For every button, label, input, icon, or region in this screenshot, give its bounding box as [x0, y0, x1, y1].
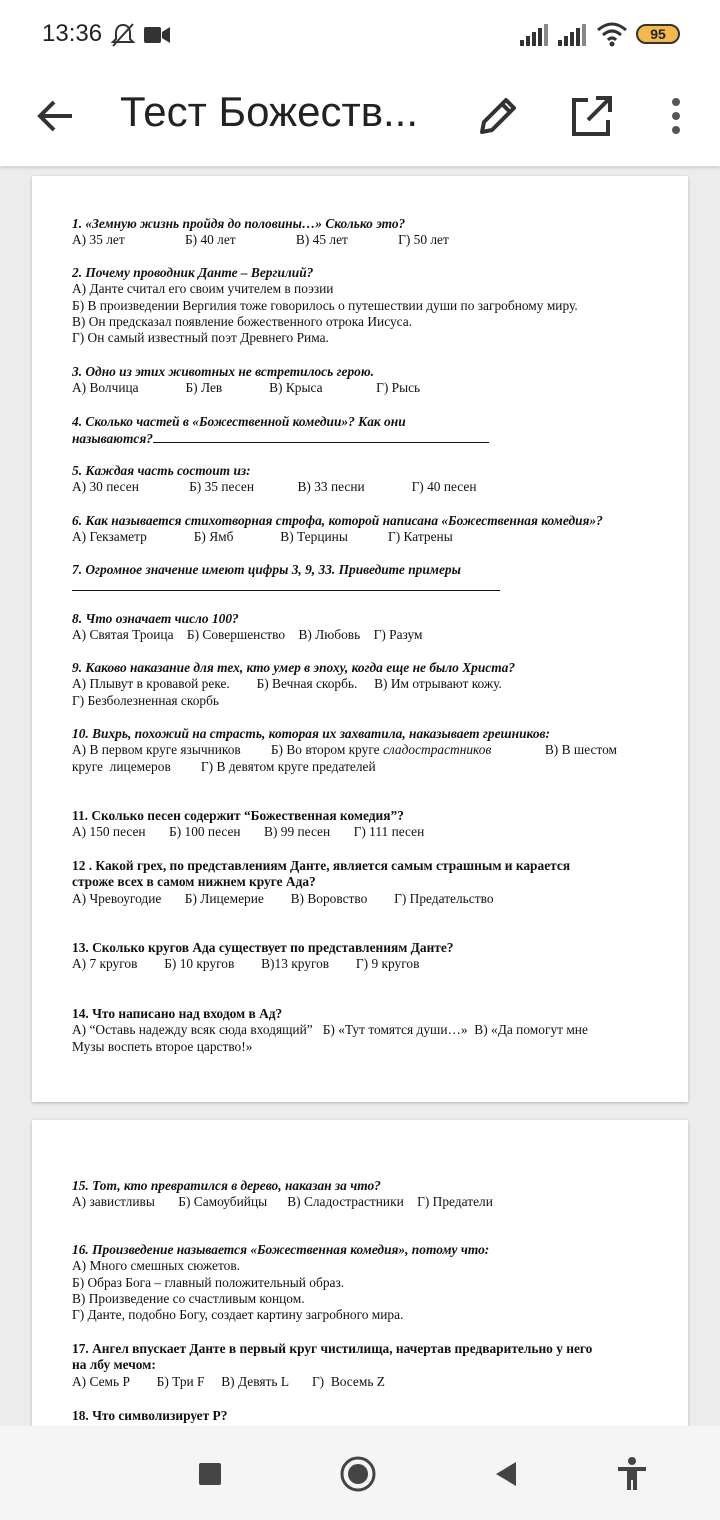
question-title: 14. Что написано над входом в Ад? — [72, 1006, 283, 1021]
question-11 — [72, 808, 652, 841]
question-4 — [72, 414, 652, 448]
question-title: 12 . Какой грех, по представлениям Данте, является самым страшным и карается — [72, 858, 571, 873]
question-1 — [72, 216, 652, 249]
question-18 — [72, 1408, 652, 1424]
answer-options: А) Семь Р Б) Три F В) Девять L Г) Восемь Z — [72, 1373, 385, 1389]
signal-strength-icon — [520, 24, 548, 46]
signal-strength-2-icon — [558, 24, 586, 46]
answer-option-italic: сладострастников — [382, 742, 492, 758]
question-title: 18. Что символизирует Р? — [72, 1408, 228, 1423]
question-title: 10. Вихрь, похожий на страсть, которая их захватила, наказывает грешников: — [72, 726, 550, 741]
answer-options: А) 35 лет Б) 40 лет В) 45 лет Г) 50 лет — [72, 232, 449, 248]
document-title: Тест Божеств... — [120, 88, 419, 135]
question-title: 15. Тот, кто превратился в дерево, наказан за что? — [72, 1178, 381, 1193]
question-title: 16. Произведение называется «Божественная комедия», потому что: — [72, 1242, 490, 1257]
question-14 — [72, 1006, 652, 1055]
status-time: 13:36 — [42, 20, 103, 47]
question-6 — [72, 513, 652, 546]
answer-options: А) завистливы Б) Самоубийцы В) Сладострастники Г) Предатели — [72, 1194, 493, 1210]
question-7 — [72, 562, 652, 596]
answer-options: А) 150 песен Б) 100 песен В) 99 песен Г) 111 песен — [72, 824, 425, 840]
answer-option: В) Произведение со счастливым концом. — [72, 1290, 305, 1306]
app-bar — [0, 68, 720, 166]
question-title-cont: называются? — [72, 431, 153, 447]
answer-option: В) Он предсказал появление божественного отрока Иисуса. — [72, 313, 413, 329]
answer-blank-line — [153, 430, 489, 443]
question-16 — [72, 1242, 652, 1323]
answer-options: А) Плывут в кровавой реке. Б) Вечная скорбь. В) Им отрывают кожу. — [72, 676, 502, 692]
question-title: 13. Сколько кругов Ада существует по представлениям Данте? — [72, 940, 454, 955]
question-2 — [72, 265, 652, 346]
open-in-new-icon[interactable] — [568, 92, 616, 140]
answer-options: А) 30 песен Б) 35 песен В) 33 песни Г) 40 песен — [72, 479, 477, 495]
answer-option: А) Данте считал его своим учителем в поэзии — [72, 281, 334, 297]
question-9 — [72, 660, 652, 709]
back-arrow-icon[interactable] — [32, 92, 80, 140]
question-title: 7. Огромное значение имеют цифры 3, 9, 33. Приведите примеры — [72, 562, 461, 577]
question-8 — [72, 611, 652, 644]
question-17 — [72, 1341, 652, 1390]
answer-option: А) В первом круге язычников Б) Во втором круге — [72, 742, 383, 758]
question-3 — [72, 364, 652, 397]
video-camera-icon — [144, 26, 170, 44]
answer-options: А) Чревоугодие Б) Лицемерие В) Воровство Г) Предательство — [72, 890, 494, 906]
question-10 — [72, 726, 652, 775]
navigation-bar — [0, 1426, 720, 1520]
status-bar — [0, 0, 720, 68]
question-5 — [72, 463, 652, 496]
answer-option: Г) Безболезненная скорбь — [72, 692, 220, 708]
back-triangle-icon[interactable] — [486, 1454, 526, 1494]
answer-options: А) 7 кругов Б) 10 кругов В)13 кругов Г) 9 кругов — [72, 956, 420, 972]
answer-options: А) Волчица Б) Лев В) Крыса Г) Рысь — [72, 380, 421, 396]
question-15 — [72, 1178, 652, 1211]
answer-option: А) Много смешных сюжетов. — [72, 1258, 240, 1274]
answer-options: А) Гекзаметр Б) Ямб В) Терцины Г) Катрены — [72, 529, 453, 545]
answer-option: Г) Он самый известный поэт Древнего Рима. — [72, 330, 329, 346]
more-options-icon[interactable] — [652, 92, 700, 140]
battery-indicator: 95 — [636, 24, 680, 44]
question-title: 5. Каждая часть состоит из: — [72, 463, 251, 478]
answer-options: А) Святая Троица Б) Совершенство В) Любовь Г) Разум — [72, 627, 423, 643]
question-title-cont: строже всех в самом нижнем круге Ада? — [72, 874, 316, 890]
wifi-icon — [596, 22, 628, 48]
answer-option: Б) В произведении Вергилия тоже говорилось о путешествии души по загробному миру. — [72, 297, 578, 313]
question-title-cont: на лбу мечом: — [72, 1357, 156, 1373]
edit-pencil-icon[interactable] — [474, 92, 522, 140]
question-title: 4. Сколько частей в «Божественной комедии»? Как они — [72, 414, 406, 429]
answer-blank-line — [72, 578, 500, 591]
question-title: 6. Как называется стихотворная строфа, которой написана «Божественная комедия»? — [72, 513, 603, 528]
document-page-2 — [32, 1120, 688, 1426]
answer-option: А) “Оставь надежду всяк сюда входящий” Б) «Тут томятся души…» В) «Да помогут мне — [72, 1022, 588, 1038]
answer-option: Музы воспеть второе царство!» — [72, 1038, 253, 1054]
question-title: 8. Что означает число 100? — [72, 611, 239, 626]
recents-square-icon[interactable] — [190, 1454, 230, 1494]
question-title: 2. Почему проводник Данте – Вергилий? — [72, 265, 314, 280]
answer-option: В) В шестом — [491, 742, 618, 758]
document-page-1 — [32, 176, 688, 1102]
notifications-off-icon — [110, 22, 136, 48]
home-circle-icon[interactable] — [338, 1454, 378, 1494]
question-title: 3. Одно из этих животных не встретилось герою. — [72, 364, 374, 379]
answer-option: круге лицемеров Г) В девятом круге предателей — [72, 758, 376, 774]
question-title: 9. Каково наказание для тех, кто умер в эпоху, когда еще не было Христа? — [72, 660, 516, 675]
question-title: 1. «Земную жизнь пройдя до половины…» Сколько это? — [72, 216, 406, 231]
question-12 — [72, 858, 652, 907]
answer-option: Г) Данте, подобно Богу, создает картину загробного мира. — [72, 1307, 404, 1323]
answer-option: Б) Образ Бога – главный положительный образ. — [72, 1274, 345, 1290]
question-title: 17. Ангел впускает Данте в первый круг чистилища, начертав предварительно у него — [72, 1341, 593, 1356]
accessibility-icon[interactable] — [612, 1454, 652, 1494]
question-title: 11. Сколько песен содержит “Божественная комедия”? — [72, 808, 404, 823]
question-13 — [72, 940, 652, 973]
